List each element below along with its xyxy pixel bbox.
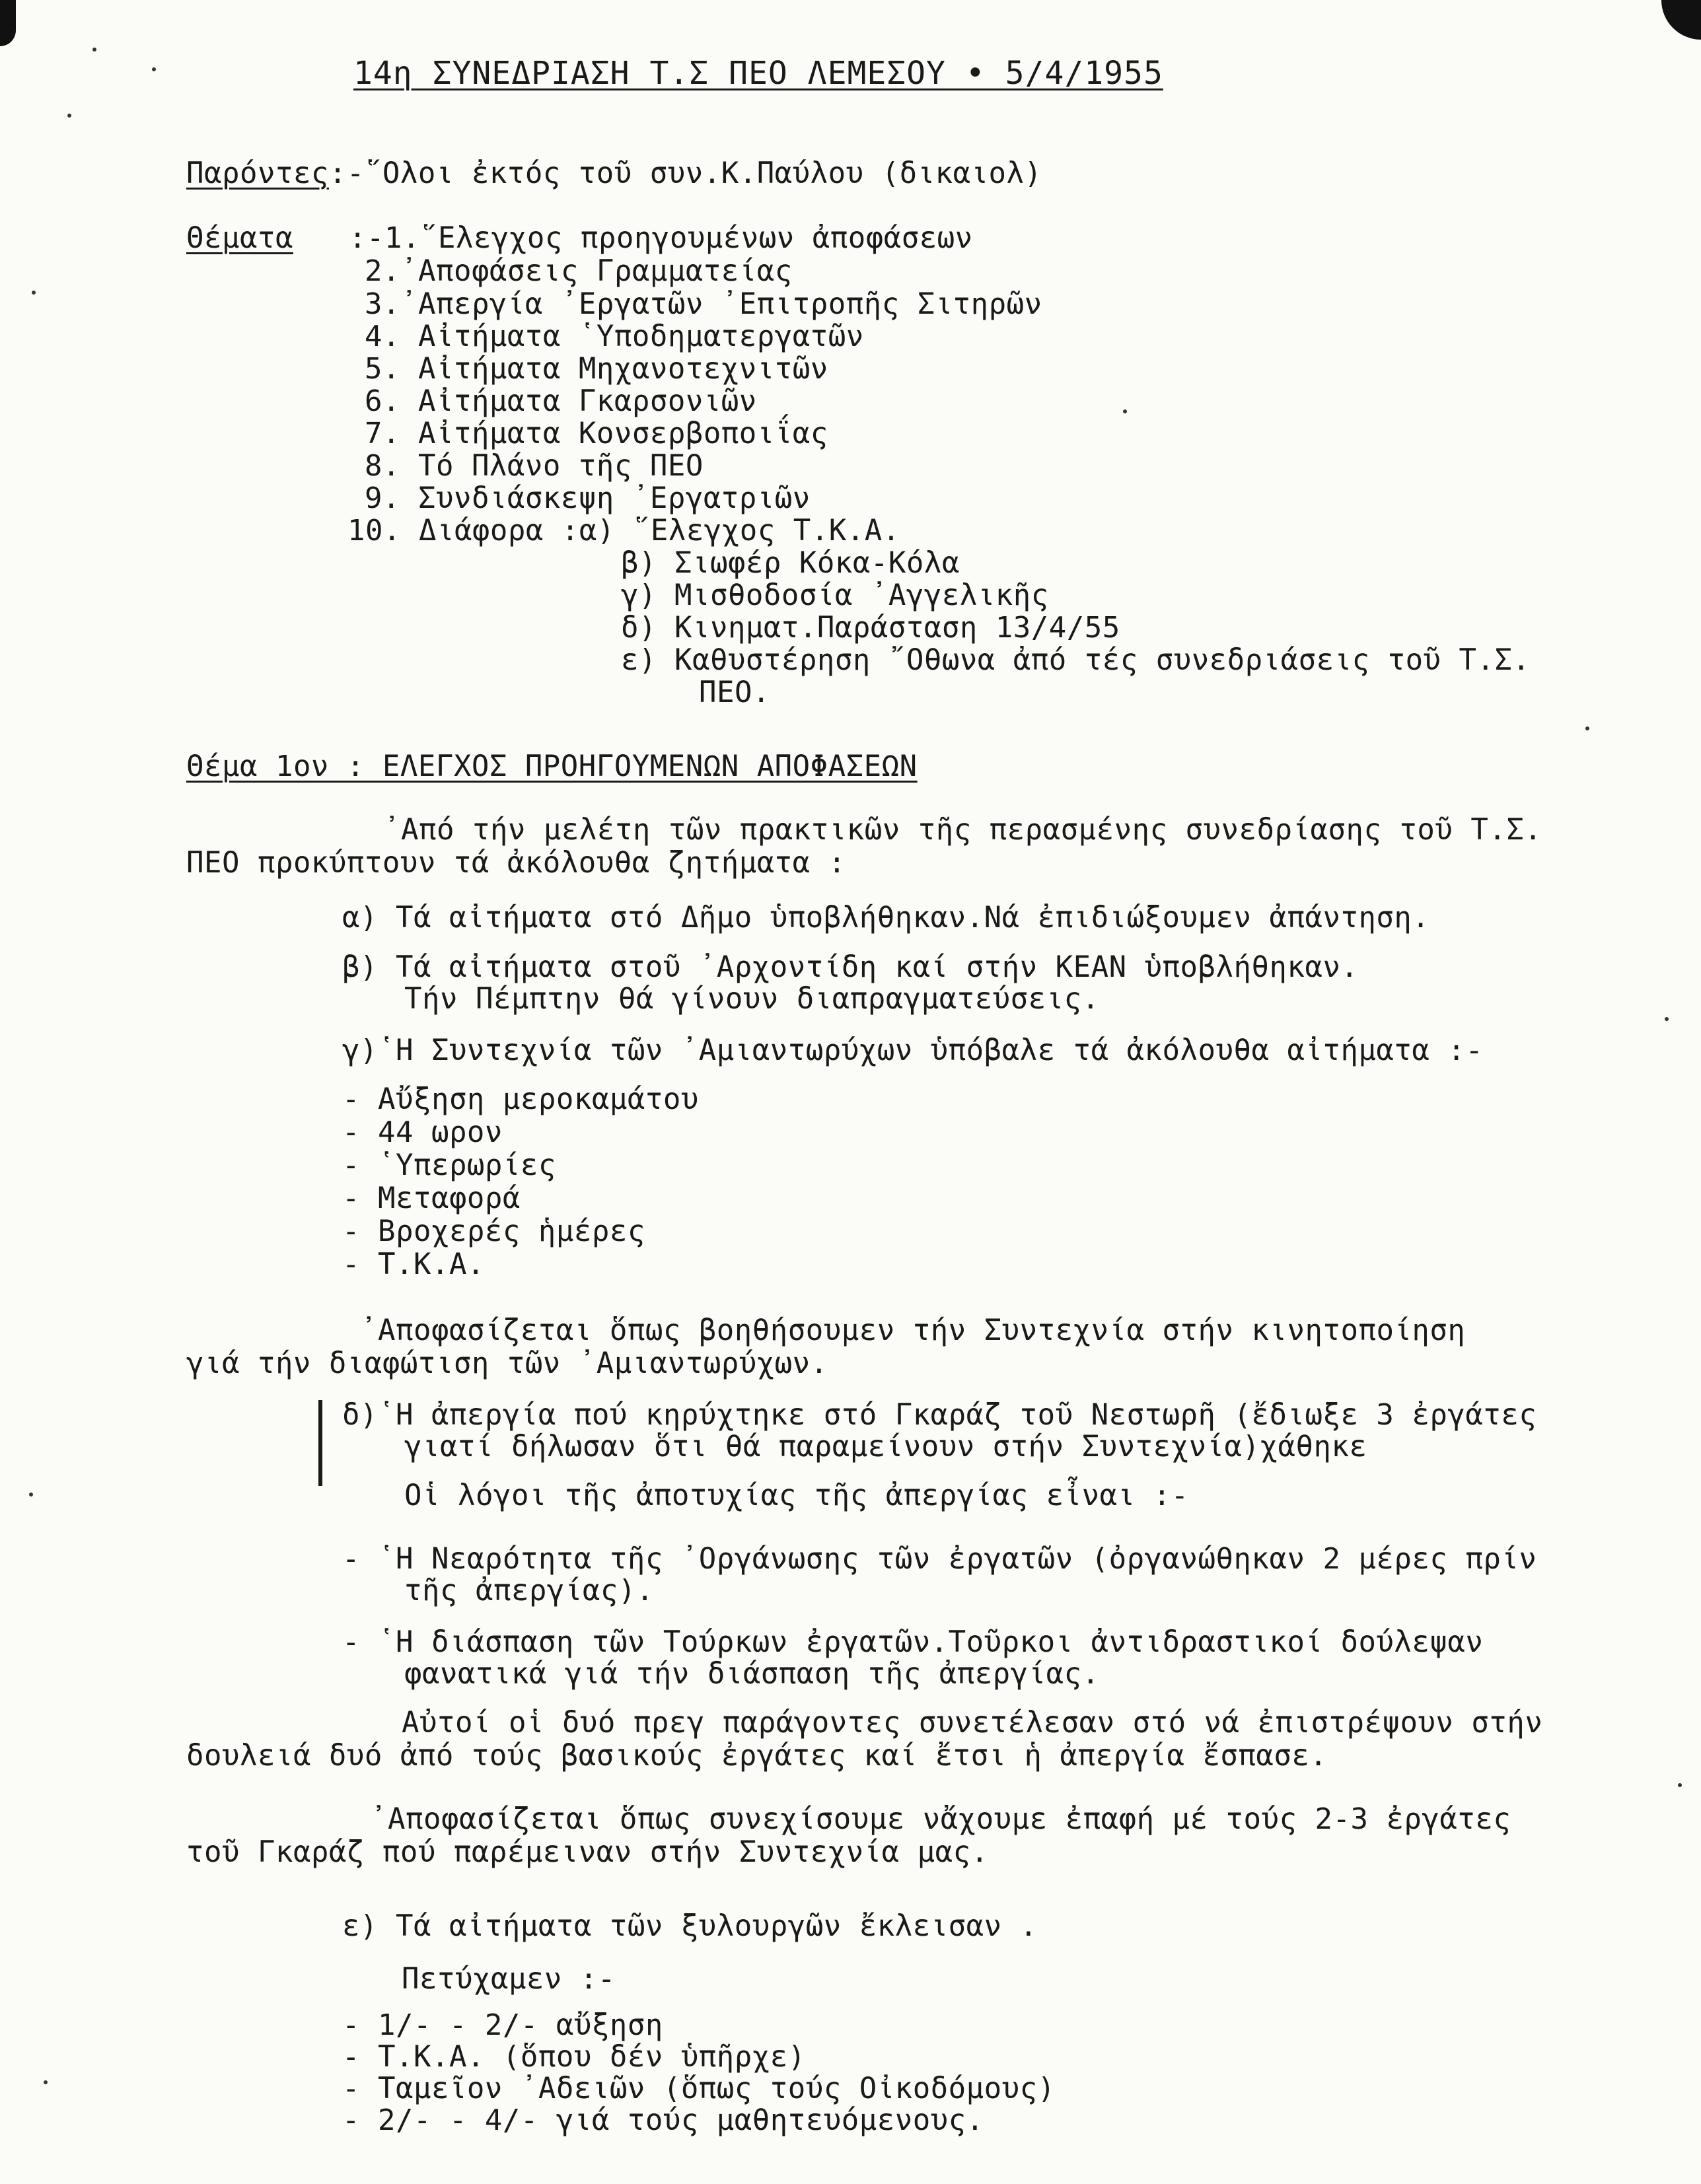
demand-item: - Μεταφορά xyxy=(342,1181,521,1215)
agenda-item: 3.᾿Απεργία ᾿Εργατῶν ᾿Επιτροπῆς Σιτηρῶν xyxy=(365,287,1042,321)
item-c: γ)῾Η Συντεχνία τῶν ᾿Αμιαντωρύχων ὑπόβαλε τά ἀκόλουθα αἰτήματα :- xyxy=(342,1034,1484,1067)
demand-item: - 44 ωρον xyxy=(342,1115,503,1149)
item-e: ε) Τά αἰτήματα τῶν ξυλουργῶν ἔκλεισαν . xyxy=(342,1909,1038,1943)
agenda-sub-item: γ) Μισθοδοσία ᾿Αγγελικῆς xyxy=(621,579,1049,612)
achieved-label: Πετύχαμεν :- xyxy=(402,1962,616,1996)
decision-line: ᾿Αποφασίζεται ὅπως βοηθήσουμεν τήν Συντεχνία στήν κινητοποίηση xyxy=(360,1314,1466,1347)
decision-line: γιά τήν διαφώτιση τῶν ᾿Αμιαντωρύχων. xyxy=(186,1347,828,1380)
decision-line: ᾿Αποφασίζεται ὅπως συνεχίσουμε νἄχουμε ἐπαφή μέ τούς 2-3 ἐργάτες xyxy=(370,1802,1511,1836)
reason-item: - ῾Η διάσπαση τῶν Τούρκων ἐργατῶν.Τοῦρκοι ἀντιδραστικοί δούλεψαν xyxy=(342,1625,1484,1659)
agenda-label: Θέματα xyxy=(186,221,293,255)
achievement-item: - 1/- - 2/- αὔξηση xyxy=(342,2008,663,2042)
scan-speck xyxy=(1123,409,1127,413)
achievement-item: - Ταμεῖον ᾿Αδειῶν (ὅπως τούς Οἰκοδόμους) xyxy=(342,2072,1056,2105)
scan-corner-left xyxy=(0,0,16,46)
agenda-sub-item: β) Σιωφέρ Κόκα-Κόλα xyxy=(621,546,960,580)
agenda-item: 2.᾿Αποφάσεις Γραμματείας xyxy=(365,254,793,288)
agenda-item: 10. Διάφορα :α) ῞Ελεγχος Τ.Κ.Α. xyxy=(347,514,900,547)
item-b: β) Τά αἰτήματα στοῦ ᾿Αρχοντίδη καί στήν ΚΕΑΝ ὑποβλήθηκαν. xyxy=(342,950,1359,984)
paragraph-line: ΠΕΟ προκύπτουν τά ἀκόλουθα ζητήματα : xyxy=(186,846,846,880)
scan-speck xyxy=(1665,1017,1669,1021)
agenda-sub-item: ΠΕΟ. xyxy=(699,676,770,709)
scan-speck xyxy=(67,114,71,118)
agenda-item: 9. Συνδιάσκεψη ᾿Εργατριῶν xyxy=(365,481,811,515)
item-d-cont: Οἱ λόγοι τῆς ἀποτυχίας τῆς ἀπεργίας εἶναι :- xyxy=(404,1479,1189,1512)
present-text: :-῞Ολοι ἐκτός τοῦ συν.Κ.Παύλου (δικαιολ) xyxy=(328,157,1042,190)
demand-item: - Βροχερές ἡμέρες xyxy=(342,1215,645,1248)
agenda-sub-item: δ) Κινηματ.Παράσταση 13/4/55 xyxy=(621,611,1120,645)
section-heading: Θέμα 1ον : ΕΛΕΓΧΟΣ ΠΡΟΗΓΟΥΜΕΝΩΝ ΑΠΟΦΑΣΕΩΝ xyxy=(186,750,918,783)
agenda-item: :-1.῞Ελεγχος προηγουμένων ἀποφάσεων xyxy=(349,221,973,255)
scan-speck xyxy=(44,2080,48,2084)
demand-item: - Τ.Κ.Α. xyxy=(342,1248,485,1281)
scan-speck xyxy=(1585,726,1589,730)
margin-mark xyxy=(318,1400,322,1486)
agenda-item: 4. Αἰτήματα ῾Υποδηματεργατῶν xyxy=(365,320,864,353)
reason-item: - ῾Η Νεαρότητα τῆς ᾿Οργάνωσης τῶν ἐργατῶν (ὀργανώθηκαν 2 μέρες πρίν xyxy=(342,1542,1537,1576)
agenda-item: 6. Αἰτήματα Γκαρσονιῶν xyxy=(365,384,757,418)
agenda-item: 8. Τό Πλάνο τῆς ΠΕΟ xyxy=(365,449,704,483)
item-b-cont: Τήν Πέμπτην θά γίνουν διαπραγματεύσεις. xyxy=(404,982,1100,1016)
item-a: α) Τά αἰτήματα στό Δῆμο ὑποβλήθηκαν.Νά ἐπιδιώξουμεν ἀπάντηση. xyxy=(342,901,1430,934)
demand-item: - Αὔξηση μεροκαμάτου xyxy=(342,1082,699,1116)
agenda-item: 5. Αἰτήματα Μηχανοτεχνιτῶν xyxy=(365,352,828,386)
achievement-item: - Τ.Κ.Α. (ὅπου δέν ὑπῆρχε) xyxy=(342,2040,806,2074)
scan-speck xyxy=(1678,1783,1682,1787)
present-label: Παρόντες xyxy=(186,157,329,190)
agenda-sub-item: ε) Καθυστέρηση ῎Οθωνα ἀπό τές συνεδριάσεις τοῦ Τ.Σ. xyxy=(621,643,1531,677)
reason-item-cont: τῆς ἀπεργίας). xyxy=(404,1574,654,1607)
reason-item-cont: φανατικά γιά τήν διάσπαση τῆς ἀπεργίας. xyxy=(404,1657,1100,1691)
item-d-cont: γιατί δήλωσαν ὅτι θά παραμείνουν στήν Συντεχνία)χάθηκε xyxy=(404,1430,1367,1463)
achievement-item: - 2/- - 4/- γιά τούς μαθητευόμενους. xyxy=(342,2103,984,2137)
paragraph-line: δουλειά δυό ἀπό τούς βασικούς ἐργάτες καί ἔτσι ἡ ἀπεργία ἔσπασε. xyxy=(186,1739,1328,1773)
scan-corner-right xyxy=(1661,0,1701,40)
scan-speck xyxy=(32,291,36,295)
scan-speck xyxy=(92,48,96,52)
paragraph-line: ᾿Από τήν μελέτη τῶν πρακτικῶν τῆς περασμένης συνεδρίασης τοῦ Τ.Σ. xyxy=(383,813,1542,847)
document-title: 14η ΣΥΝΕΔΡΙΑΣΗ Τ.Σ ΠΕΟ ΛΕΜΕΣΟΥ • 5/4/1955 xyxy=(353,55,1163,92)
demand-item: - ῾Υπερωρίες xyxy=(342,1148,556,1182)
scan-speck xyxy=(152,67,156,71)
agenda-item: 7. Αἰτήματα Κονσερβοποιΐας xyxy=(365,417,828,450)
decision-line: τοῦ Γκαράζ πού παρέμειναν στήν Συντεχνία μας. xyxy=(186,1835,989,1869)
paragraph-line: Αὐτοί οἱ δυό πρεγ παράγοντες συνετέλεσαν στό νά ἐπιστρέψουν στήν xyxy=(402,1706,1543,1740)
present-line xyxy=(186,157,1042,190)
item-d: δ)῾Η ἀπεργία πού κηρύχτηκε στό Γκαράζ τοῦ Νεστωρῆ (ἔδιωξε 3 ἐργάτες xyxy=(342,1398,1537,1432)
scan-speck xyxy=(29,1493,33,1497)
